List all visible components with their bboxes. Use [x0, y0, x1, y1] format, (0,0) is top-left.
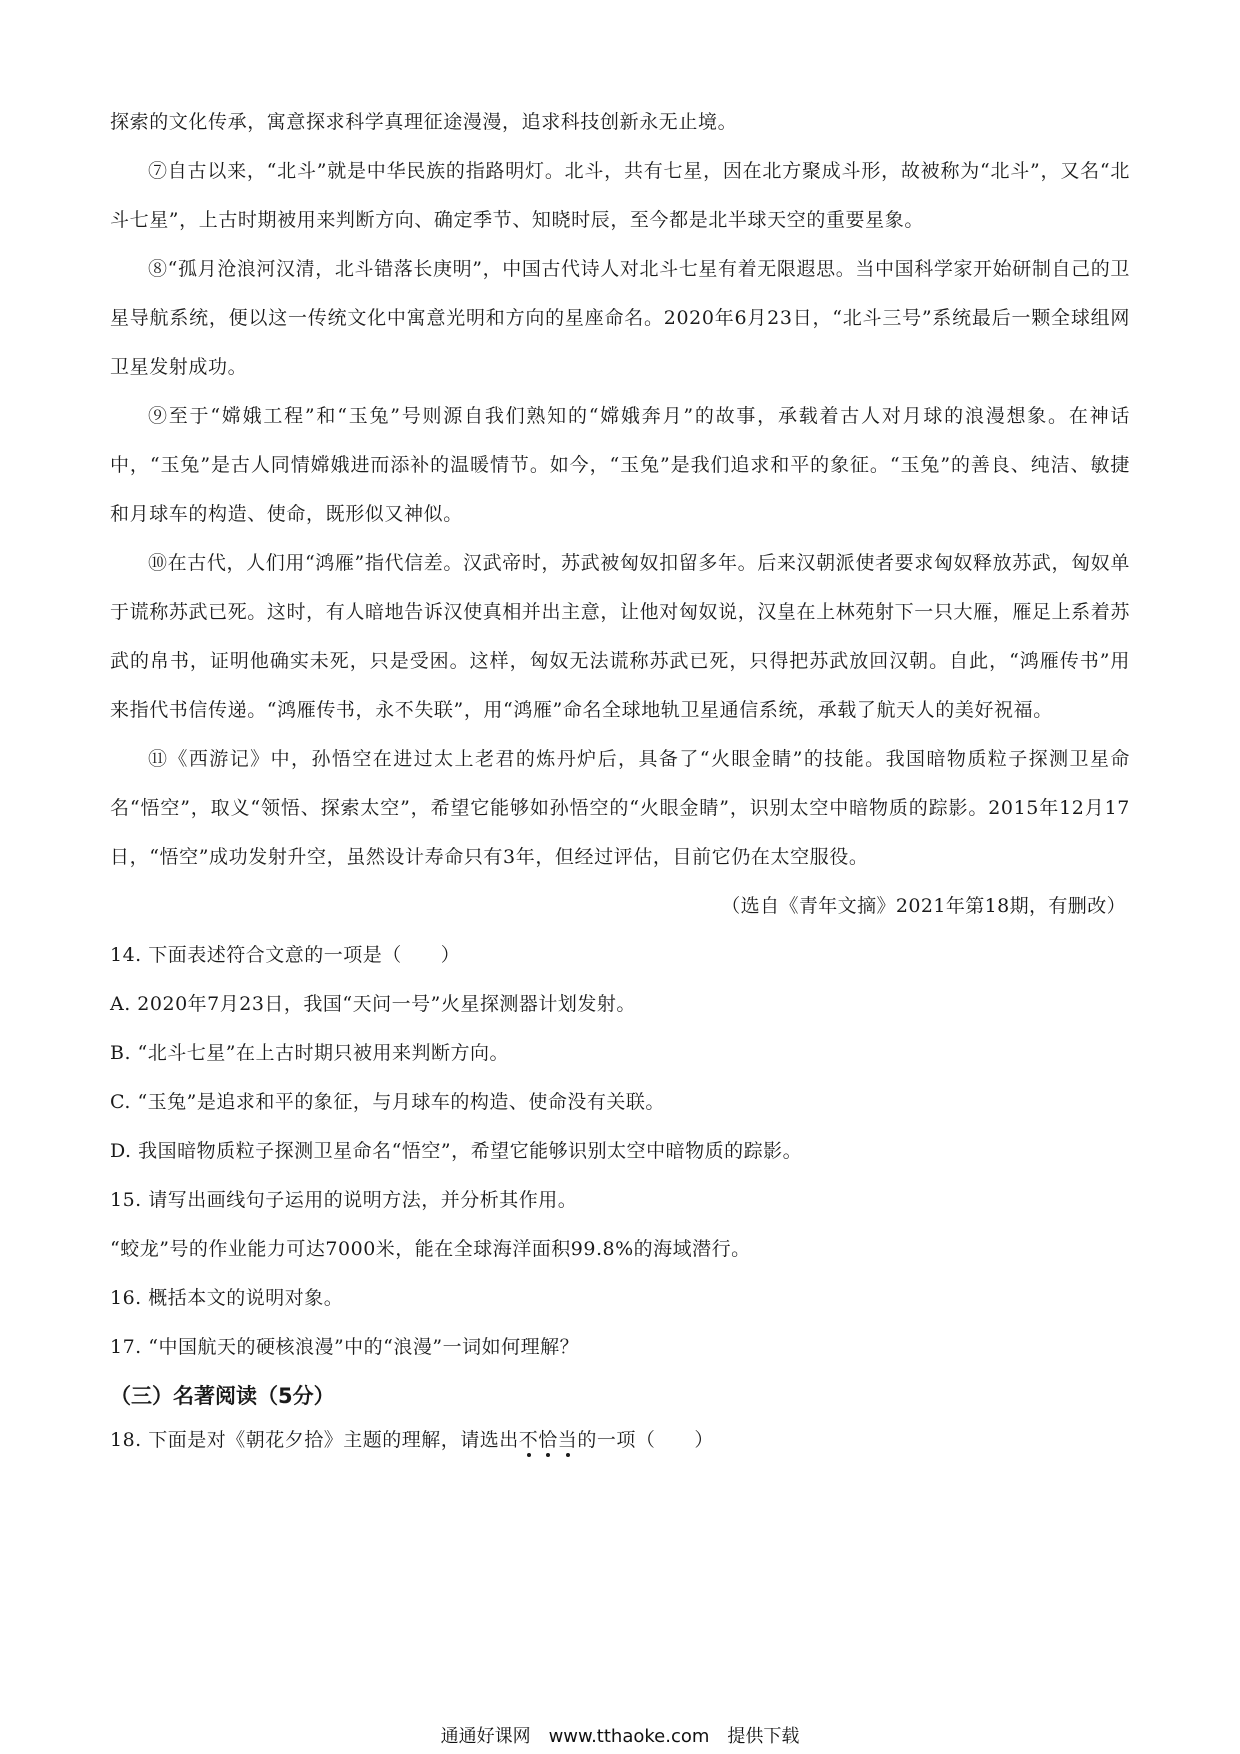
question-14: 14. 下面表述符合文意的一项是（ ）: [110, 944, 461, 966]
section-title: （三）名著阅读（5分）: [110, 1384, 335, 1408]
paragraph-8: ⑧“孤月沧浪河汉清，北斗错落长庚明”，中国古代诗人对北斗七星有着无限遐思。当中国科学家开始研制自己的卫星导航系统，便以这一传统文化中寓意光明和方向的星座命名。2020年6月23日，“北斗三号”系统最后一颗全球组网卫星发射成功。: [110, 258, 1130, 378]
question-18-after: 的一项（ ）: [577, 1429, 714, 1451]
option-c: C. “玉兔”是追求和平的象征，与月球车的构造、使命没有关联。: [110, 1091, 665, 1113]
question-18: [110, 1416, 1130, 1465]
document-page: [110, 98, 1130, 1465]
paragraph-10: ⑩在古代，人们用“鸿雁”指代信差。汉武帝时，苏武被匈奴扣留多年。后来汉朝派使者要求匈奴释放苏武，匈奴单于谎称苏武已死。这时，有人暗地告诉汉使真相并出主意，让他对匈奴说，汉皇在上林苑射下一只大雁，雁足上系着苏武的帛书，证明他确实未死，只是受困。这样，匈奴无法谎称苏武已死，只得把苏武放回汉朝。自此，“鸿雁传书”用来指代书信传递。“鸿雁传书，永不失联”，用“鸿雁”命名全球地轨卫星通信系统，承载了航天人的美好祝福。: [110, 552, 1130, 721]
emphasis-char-3: 当: [557, 1429, 578, 1451]
paragraph-9: ⑨至于“嫦娥工程”和“玉兔”号则源自我们熟知的“嫦娥奔月”的故事，承载着古人对月球的浪漫想象。在神话中，“玉兔”是古人同情嫦娥进而添补的温暖情节。如今，“玉兔”是我们追求和平的象征。“玉兔”的善良、纯洁、敏捷和月球车的构造、使命，既形似又神似。: [110, 405, 1130, 525]
option-d: D. 我国暗物质粒子探测卫星命名“悟空”，希望它能够识别太空中暗物质的踪影。: [110, 1140, 803, 1162]
emphasis-char-1: 不: [518, 1429, 539, 1451]
option-b: B. “北斗七星”在上古时期只被用来判断方向。: [110, 1042, 509, 1064]
paragraph-7: ⑦自古以来，“北斗”就是中华民族的指路明灯。北斗，共有七星，因在北方聚成斗形，故被称为“北斗”，又名“北斗七星”，上古时期被用来判断方向、确定季节、知晓时辰，至今都是北半球天空的重要星象。: [110, 160, 1130, 231]
source-citation: （选自《青年文摘》2021年第18期，有删改）: [721, 895, 1126, 917]
question-16: 16. 概括本文的说明对象。: [110, 1287, 344, 1309]
question-17: 17. “中国航天的硬核浪漫”中的“浪漫”一词如何理解？: [110, 1336, 580, 1358]
question-15: 15. 请写出画线句子运用的说明方法，并分析其作用。: [110, 1189, 578, 1211]
underlined-sentence: “蛟龙”号的作业能力可达7000米，能在全球海洋面积99.8%的海域潜行。: [110, 1238, 751, 1260]
page-footer: 通通好课网 www.tthaoke.com 提供下载: [440, 1726, 800, 1747]
emphasis-char-2: 恰: [538, 1429, 558, 1451]
question-18-before: 18. 下面是对《朝花夕拾》主题的理解，请选出: [110, 1429, 519, 1451]
paragraph-0: 探索的文化传承，寓意探求科学真理征途漫漫，追求科技创新永无止境。: [110, 111, 738, 133]
paragraph-11: ⑪《西游记》中，孙悟空在进过太上老君的炼丹炉后，具备了“火眼金睛”的技能。我国暗物质粒子探测卫星命名“悟空”，取义“领悟、探索太空”，希望它能够如孙悟空的“火眼金睛”，识别太空中暗物质的踪影。2015年12月17日，“悟空”成功发射升空，虽然设计寿命只有3年，但经过评估，目前它仍在太空服役。: [110, 748, 1130, 868]
option-a: A. 2020年7月23日，我国“天问一号”火星探测器计划发射。: [110, 993, 636, 1015]
